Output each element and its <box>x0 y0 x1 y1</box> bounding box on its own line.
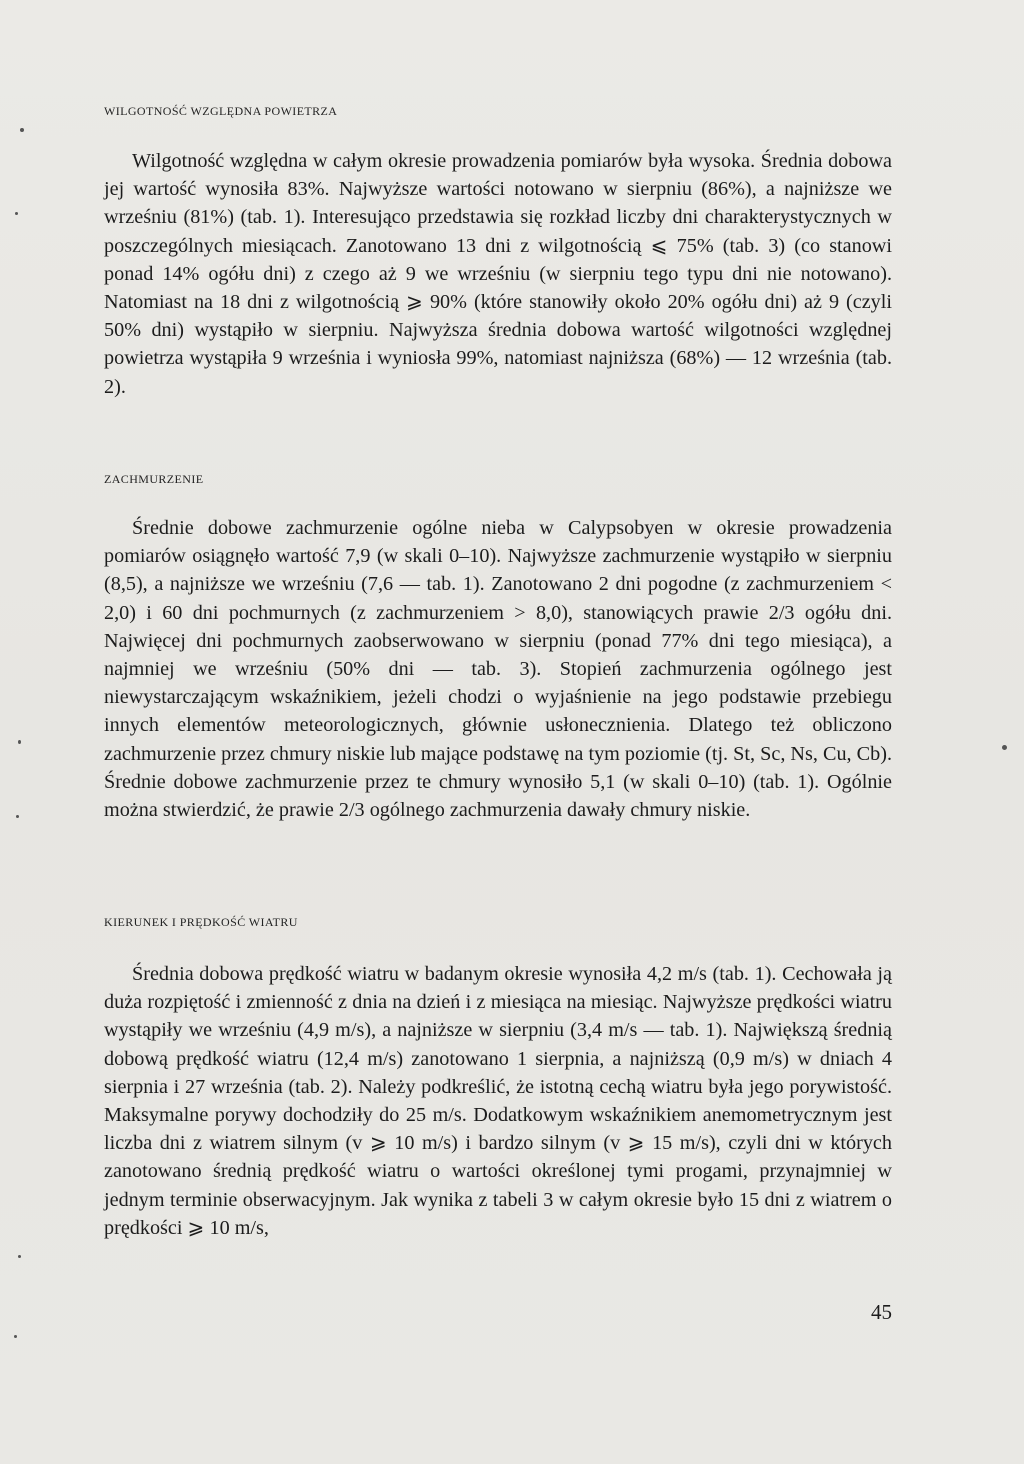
scan-speck <box>20 128 24 132</box>
scan-speck <box>15 212 18 215</box>
section-heading-cloudiness: ZACHMURZENIE <box>104 472 204 486</box>
section-heading-wind: KIERUNEK I PRĘDKOŚĆ WIATRU <box>104 915 298 929</box>
section-paragraph-wind: Średnia dobowa prędkość wiatru w badanym okresie wynosiła 4,2 m/s (tab. 1). Cechowała ją duża rozpiętość i zmienność z dnia na dzień i z miesiąca na miesiąc. Najwyższe prędkości wiatru wystąpiły we wrześniu (4,9 m/s), a najniższe w sierpniu (3,4 m/s — tab. 1). Największą średnią dobową prędkość wiatru (12,4 m/s) zanotowano 1 sierpnia, a najniższą (0,9 m/s) w dniach 4 sierpnia i 27 września (tab. 2). Należy podkreślić, że istotną cechą wiatru była jego porywistość. Maksymalne porywy dochodziły do 25 m/s. Dodatkowym wskaźnikiem anemometrycznym jest liczba dni z wiatrem silnym (v ⩾ 10 m/s) i bardzo silnym (v ⩾ 15 m/s), czyli dni w których zanotowano średnią prędkość wiatru o wartości określonej tymi progami, przynajmniej w jednym terminie obserwacyjnym. Jak wynika z tabeli 3 w całym okresie było 15 dni z wiatrem o prędkości ⩾ 10 m/s, <box>104 963 892 1239</box>
scan-speck <box>14 1335 17 1338</box>
scan-speck <box>18 1255 21 1258</box>
page-number: 45 <box>871 1300 892 1324</box>
scan-speck <box>16 815 19 818</box>
section-paragraph-humidity: Wilgotność względna w całym okresie prowadzenia pomiarów była wysoka. Średnia dobowa jej wartość wynosiła 83%. Najwyższe wartości notowano w sierpniu (86%), a najniższe we wrześniu (81%) (tab. 1). Interesująco przedstawia się rozkład liczby dni charakterystycznych w poszczególnych miesiącach. Zanotowano 13 dni z wilgotnością ⩽ 75% (tab. 3) (co stanowi ponad 14% ogółu dni) z czego aż 9 we wrześniu (w sierpniu tego typu dni nie notowano). Natomiast na 18 dni z wilgotnością ⩾ 90% (które stanowiły około 20% ogółu dni) aż 9 (czyli 50% dni) wystąpiło w sierpniu. Najwyższa średnia dobowa wartość wilgotności względnej powietrza wystąpiła 9 września i wyniosła 99%, natomiast najniższa (68%) — 12 września (tab. 2). <box>104 150 892 398</box>
scan-speck <box>1002 745 1007 750</box>
section-paragraph-cloudiness: Średnie dobowe zachmurzenie ogólne nieba w Calypsobyen w okresie prowadzenia pomiarów osiągnęło wartość 7,9 (w skali 0–10). Najwyższe zachmurzenie wystąpiło w sierpniu (8,5), a najniższe we wrześniu (7,6 — tab. 1). Zanotowano 2 dni pogodne (z zachmurzeniem < 2,0) i 60 dni pochmurnych (z zachmurzeniem > 8,0), stanowiących prawie 2/3 ogółu dni. Najwięcej dni pochmurnych zaobserwowano w sierpniu (ponad 77% dni tego miesiąca), a najmniej we wrześniu (50% dni — tab. 3). Stopień zachmurzenia ogólnego jest niewystarczającym wskaźnikiem, jeżeli chodzi o wyjaśnienie na jego podstawie przebiegu innych elementów meteorologicznych, głównie usłonecznienia. Dlatego też obliczono zachmurzenie przez chmury niskie lub mające podstawę na tym poziomie (tj. St, Sc, Ns, Cu, Cb). Średnie dobowe zachmurzenie przez te chmury wynosiło 5,1 (w skali 0–10) (tab. 1). Ogólnie można stwierdzić, że prawie 2/3 ogólnego zachmurzenia dawały chmury niskie. <box>104 517 892 822</box>
scan-speck <box>18 740 21 744</box>
section-heading-humidity: WILGOTNOŚĆ WZGLĘDNA POWIETRZA <box>104 104 338 118</box>
